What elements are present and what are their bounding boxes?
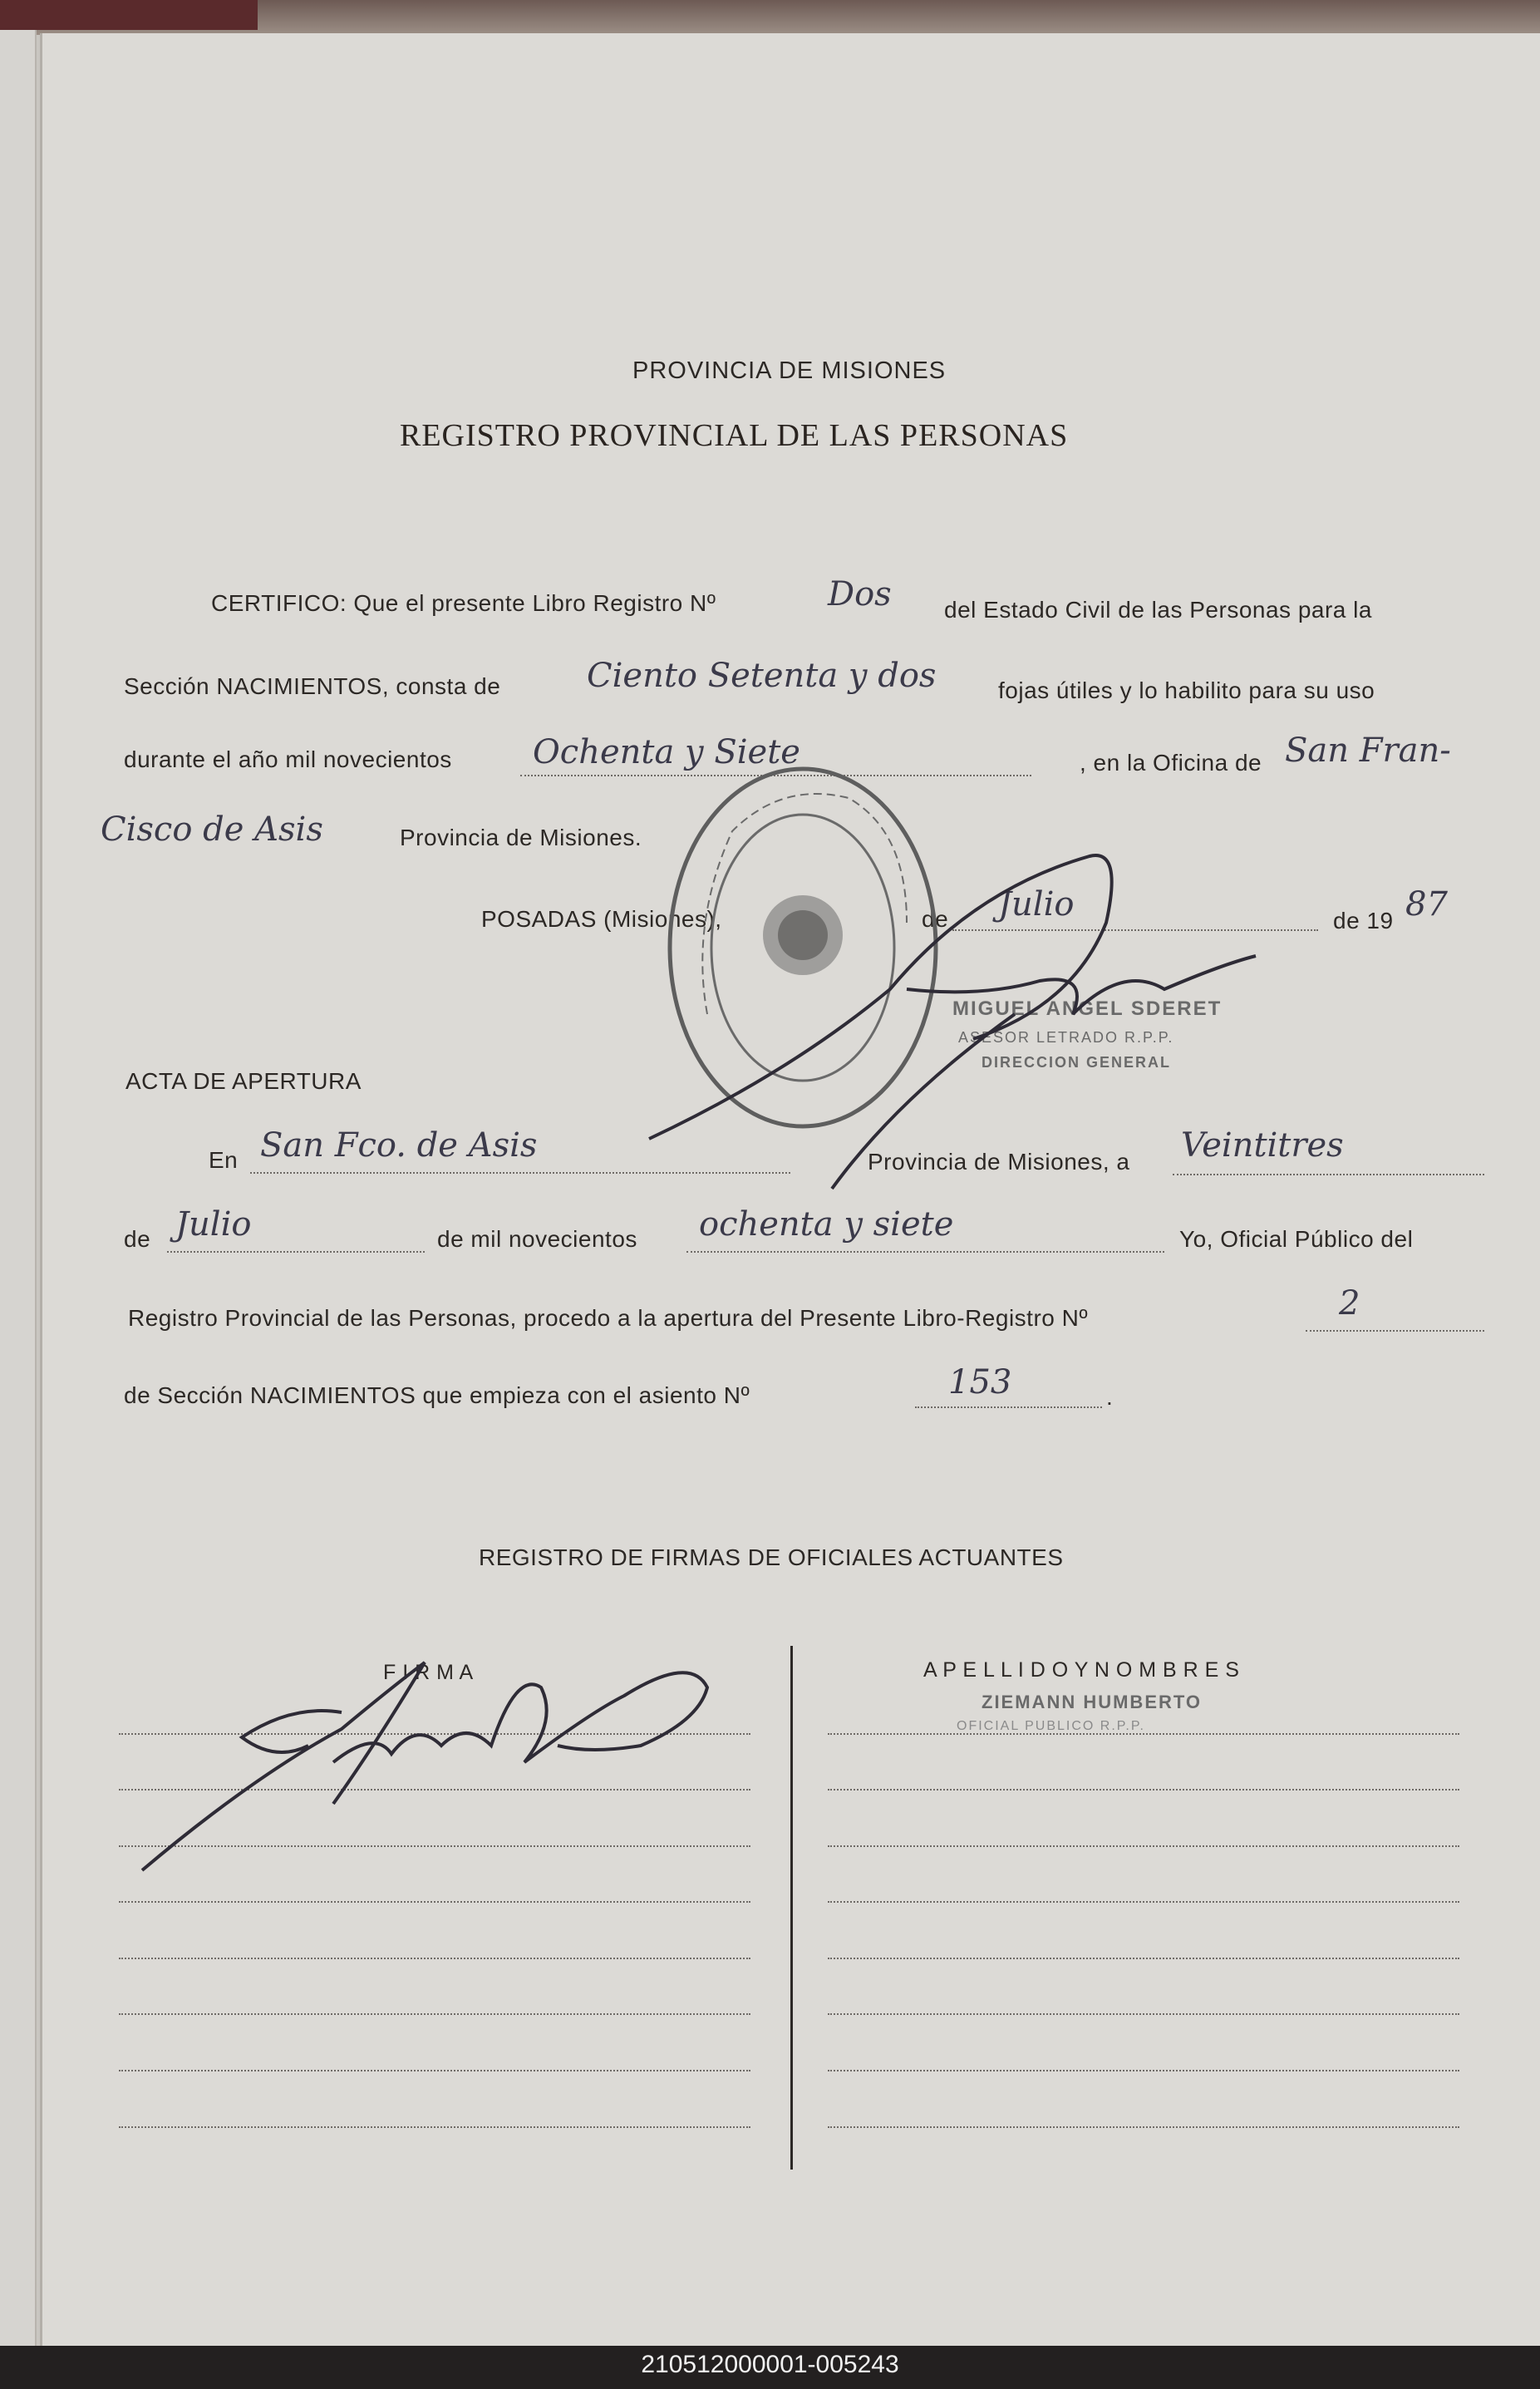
apertura-line4-text: de Sección NACIMIENTOS que empieza con el asiento Nº — [124, 1382, 750, 1408]
apertura-line1-en: En — [209, 1147, 239, 1173]
apertura-place-handwritten: San Fco. de Asis — [260, 1126, 538, 1165]
cert-line2-text: Sección NACIMIENTOS, consta de — [124, 673, 501, 699]
firma-row-5 — [119, 1958, 750, 1959]
apertura-line2-de: de — [124, 1226, 151, 1252]
nombre-row-5 — [828, 1958, 1459, 1959]
nombre-row-1 — [828, 1733, 1459, 1735]
nombre-row-3 — [828, 1845, 1459, 1847]
apertura-line1-dots-place — [250, 1172, 790, 1174]
cert-book-number-handwritten: Dos — [828, 575, 892, 613]
register-page — [40, 33, 1540, 2346]
apellido-nombres-column-header: A P E L L I D O Y N O M B R E S — [923, 1658, 1240, 1682]
apertura-heading: ACTA DE APERTURA — [125, 1068, 362, 1094]
nombre-row-7 — [828, 2070, 1459, 2071]
registry-heading: REGISTRO PROVINCIAL DE LAS PERSONAS — [400, 418, 1069, 453]
cert-line3-text-mid: , en la Oficina de — [1080, 750, 1262, 776]
officer-name-stamp: ZIEMANN HUMBERTO — [982, 1692, 1203, 1712]
apertura-line2-dots-year — [686, 1251, 1164, 1253]
cert-line2-text-end: fojas útiles y lo habilito para su uso — [998, 677, 1375, 703]
nombre-row-6 — [828, 2013, 1459, 2015]
apertura-line1-mid: Provincia de Misiones, a — [868, 1149, 1130, 1175]
apertura-line3-text: Registro Provincial de las Personas, procedo a la apertura del Presente Libro-Registro Nº — [128, 1305, 1089, 1331]
previous-page-edge — [0, 30, 37, 2346]
place-date-de: de — [922, 906, 949, 932]
nombre-row-8 — [828, 2126, 1459, 2128]
firma-column-header: F I R M A — [383, 1661, 474, 1684]
firma-row-4 — [119, 1901, 750, 1903]
officer-stamp-office: DIRECCION GENERAL — [982, 1054, 1172, 1071]
officer-name-stamp-title: OFICIAL PUBLICO R.P.P. — [957, 1719, 1145, 1733]
place-date-text: POSADAS (Misiones), — [481, 906, 722, 932]
cert-office-continued-handwritten: Cisco de Asis — [101, 810, 323, 849]
cert-year-handwritten: Ochenta y Siete — [533, 733, 800, 771]
nombre-row-2 — [828, 1789, 1459, 1791]
apertura-line2-mid: de mil novecientos — [437, 1226, 637, 1252]
place-date-month-handwritten: Julio — [998, 885, 1075, 924]
image-identifier: 210512000001-005243 — [641, 2351, 899, 2378]
officer-stamp-title: ASESOR LETRADO R.P.P. — [958, 1029, 1174, 1046]
apertura-month-handwritten: Julio — [175, 1205, 252, 1244]
firma-row-8 — [119, 2126, 750, 2128]
officer-signature — [125, 1638, 774, 1887]
scan-footer — [0, 2346, 1540, 2389]
cert-line1-text-end: del Estado Civil de las Personas para la — [944, 597, 1372, 623]
book-cover-corner — [0, 0, 258, 30]
province-heading: PROVINCIA DE MISIONES — [632, 357, 947, 384]
firmas-heading: REGISTRO DE FIRMAS DE OFICIALES ACTUANTES — [479, 1544, 1064, 1570]
apertura-day-handwritten: Veintitres — [1181, 1126, 1344, 1165]
firma-row-6 — [119, 2013, 750, 2015]
apertura-line3-dots — [1306, 1330, 1484, 1332]
officer-stamp-name: MIGUEL ANGEL SDERET — [952, 997, 1223, 1020]
cert-line1-text: CERTIFICO: Que el presente Libro Registro Nº — [211, 590, 716, 616]
cert-office-handwritten: San Fran- — [1285, 731, 1451, 770]
apertura-line1-dots-day — [1173, 1174, 1484, 1175]
apertura-entry-number-handwritten: 153 — [948, 1363, 1012, 1401]
apertura-line4-end: . — [1106, 1384, 1114, 1410]
column-divider — [790, 1646, 793, 2170]
place-date-year-prefix: de 19 — [1333, 908, 1394, 933]
apertura-year-handwritten: ochenta y siete — [699, 1205, 954, 1244]
cert-folios-handwritten: Ciento Setenta y dos — [587, 657, 937, 695]
apertura-line2-dots-month — [167, 1251, 425, 1253]
cert-line4-text: Provincia de Misiones. — [400, 825, 642, 850]
firma-row-7 — [119, 2070, 750, 2071]
place-date-year-handwritten: 87 — [1405, 885, 1448, 924]
nombre-row-4 — [828, 1901, 1459, 1903]
apertura-book-number-handwritten: 2 — [1339, 1284, 1360, 1323]
cert-line3-text: durante el año mil novecientos — [124, 746, 452, 772]
apertura-line4-dots — [915, 1406, 1102, 1408]
apertura-line2-end: Yo, Oficial Público del — [1179, 1226, 1414, 1252]
